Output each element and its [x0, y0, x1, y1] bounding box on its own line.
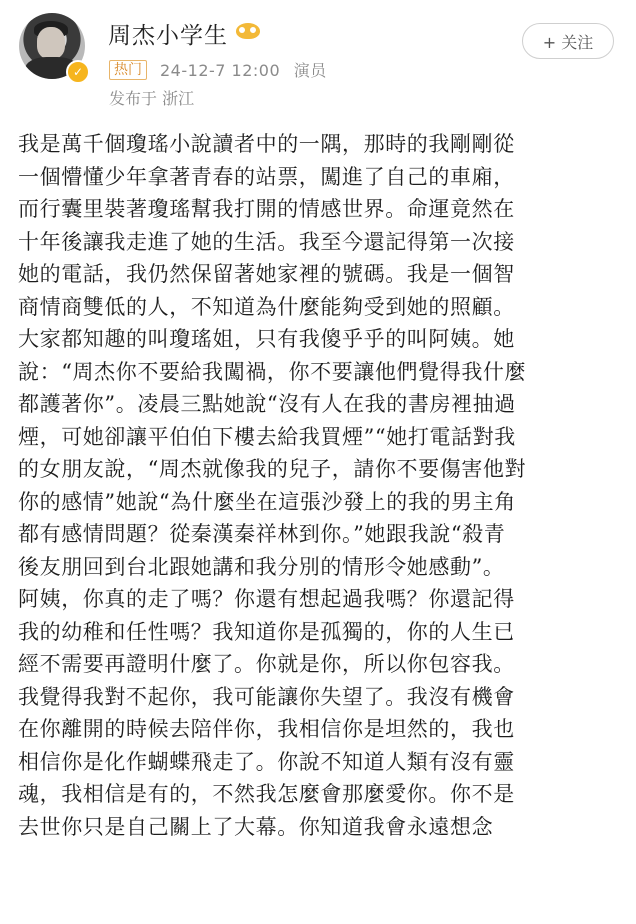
post-date: 24-12-7 12:00 — [160, 61, 281, 80]
content-line: 經不需要再證明什麼了。你就是你，所以你包容我。 — [18, 652, 515, 676]
content-line: 相信你是化作蝴蝶飛走了。你說不知道人類有沒有靈 — [18, 749, 515, 774]
content-line: 而行囊里裝著瓊瑤幫我打開的情感世界。命運竟然在 — [18, 197, 515, 221]
content-line: 十年後讓我走進了她的生活。我至今還記得第一次接 — [18, 229, 515, 254]
avatar-face — [37, 27, 65, 59]
content-line: 後友朋回到台北跟她講和我分別的情形令她感動”。 — [18, 554, 505, 579]
content-line: 商情商雙低的人，不知道為什麼能夠受到她的照顧。 — [18, 294, 515, 319]
post-location: 发布于 浙江 — [109, 89, 195, 108]
post-meta — [160, 58, 327, 81]
content-line: 一個懵懂少年拿著青春的站票，闖進了自己的車廂， — [18, 164, 515, 189]
content-line: 去世你只是自己關上了大幕。你知道我會永遠想念 — [18, 814, 494, 839]
weibo-level-badge-icon — [236, 23, 260, 39]
content-line: 阿姨，你真的走了嗎？你還有想起過我嗎？你還記得 — [18, 587, 515, 611]
content-line: 我的幼稚和任性嗎？我知道你是孤獨的，你的人生已 — [18, 619, 515, 644]
content-line: 你的感情”她說“為什麼坐在這張沙發上的我的男主角 — [18, 489, 516, 514]
content-line: 我是萬千個瓊瑤小說讀者中的一隅，那時的我剛剛從 — [18, 132, 515, 156]
author-role: 演员 — [293, 61, 327, 80]
content-line: 都護著你”。凌晨三點她說“沒有人在我的書房裡抽過 — [18, 392, 516, 416]
content-line: 我覺得我對不起你，我可能讓你失望了。我沒有機會 — [18, 684, 515, 709]
content-line: 的女朋友說，“周杰就像我的兒子，請你不要傷害他對 — [18, 457, 527, 481]
content-line: 都有感情問題？從秦漢秦祥林到你。”她跟我說“殺青 — [18, 522, 506, 546]
content-line: 說：“周杰你不要給我闖禍，你不要讓他們覺得我什麼 — [18, 359, 527, 384]
verified-badge-icon: ✓ — [66, 60, 90, 84]
content-line: 她的電話，我仍然保留著她家裡的號碼。我是一個智 — [18, 262, 515, 286]
content-line: 煙，可她卻讓平伯伯下樓去給我買煙”“她打電話對我 — [18, 424, 516, 449]
follow-button[interactable]: + 关注 — [522, 23, 614, 59]
content-line: 在你離開的時候去陪伴你，我相信你是坦然的，我也 — [18, 717, 515, 741]
post-header — [0, 0, 636, 120]
post-content — [18, 128, 622, 843]
content-line: 魂，我相信是有的，不然我怎麼會那麼愛你。你不是 — [18, 782, 515, 806]
content-line: 大家都知趣的叫瓊瑤姐，只有我傻乎乎的叫阿姨。她 — [18, 327, 515, 351]
author-name[interactable]: 周杰小学生 — [108, 23, 228, 49]
hot-tag: 热门 — [109, 60, 147, 80]
